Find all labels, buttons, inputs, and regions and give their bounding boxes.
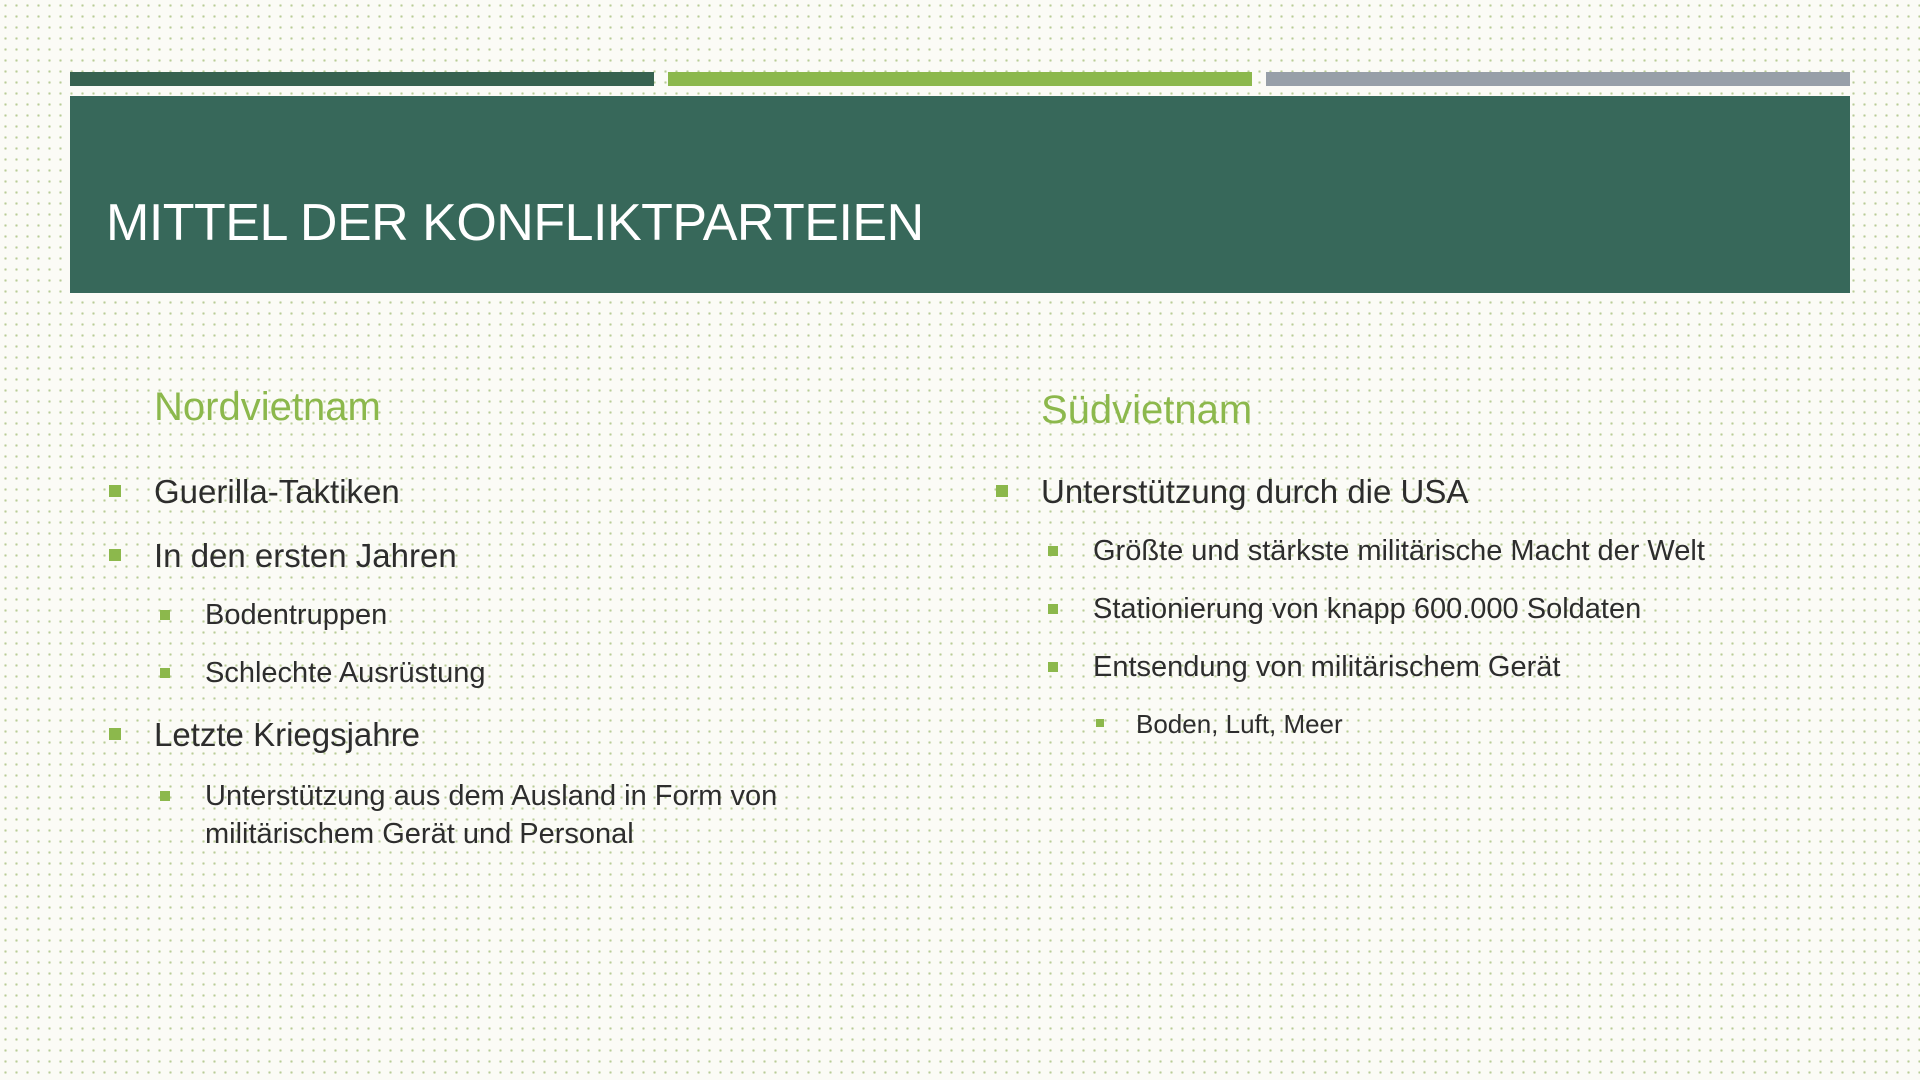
list-item [205,777,845,853]
square-bullet-icon [996,485,1008,497]
title-banner [70,96,1850,293]
list-item [1093,595,1641,624]
square-bullet-icon [1048,604,1058,614]
square-bullet-icon [160,668,170,678]
list-item-text: Unterstützung aus dem Ausland in Form von militärischem Gerät und Personal [205,780,778,850]
column-heading-suedvietnam: Südvietnam [1041,388,1253,432]
list-item-text: Bodentruppen [205,599,388,631]
square-bullet-icon [1048,546,1058,556]
square-bullet-icon [109,549,121,561]
list-item [1093,653,1560,682]
list-item-text: Boden, Luft, Meer [1136,709,1343,739]
accent-bar-light-green [668,72,1252,86]
square-bullet-icon [109,485,121,497]
slide-title: MITTEL DER KONFLIKTPARTEIEN [106,194,924,252]
list-item-text: Größte und stärkste militärische Macht der Welt [1093,535,1705,567]
list-item [154,539,457,572]
square-bullet-icon [160,610,170,620]
column-heading-nordvietnam: Nordvietnam [154,385,381,429]
square-bullet-icon [109,728,121,740]
list-item [1136,711,1343,737]
list-item-text: Guerilla-Taktiken [154,473,400,510]
square-bullet-icon [1096,719,1104,727]
list-item [205,659,486,688]
list-item [1093,537,1705,566]
list-item [154,475,400,508]
list-item-text: Letzte Kriegsjahre [154,716,420,753]
square-bullet-icon [1048,662,1058,672]
list-item [205,601,387,630]
list-item [154,718,420,751]
accent-bar-dark-green [70,72,654,86]
list-item-text: In den ersten Jahren [154,537,457,574]
list-item-text: Unterstützung durch die USA [1041,473,1469,510]
list-item-text: Entsendung von militärischem Gerät [1093,651,1561,683]
list-item-text: Schlechte Ausrüstung [205,657,486,689]
list-item [1041,475,1468,508]
square-bullet-icon [160,791,170,801]
accent-bar-gray [1266,72,1850,86]
list-item-text: Stationierung von knapp 600.000 Soldaten [1093,593,1642,625]
